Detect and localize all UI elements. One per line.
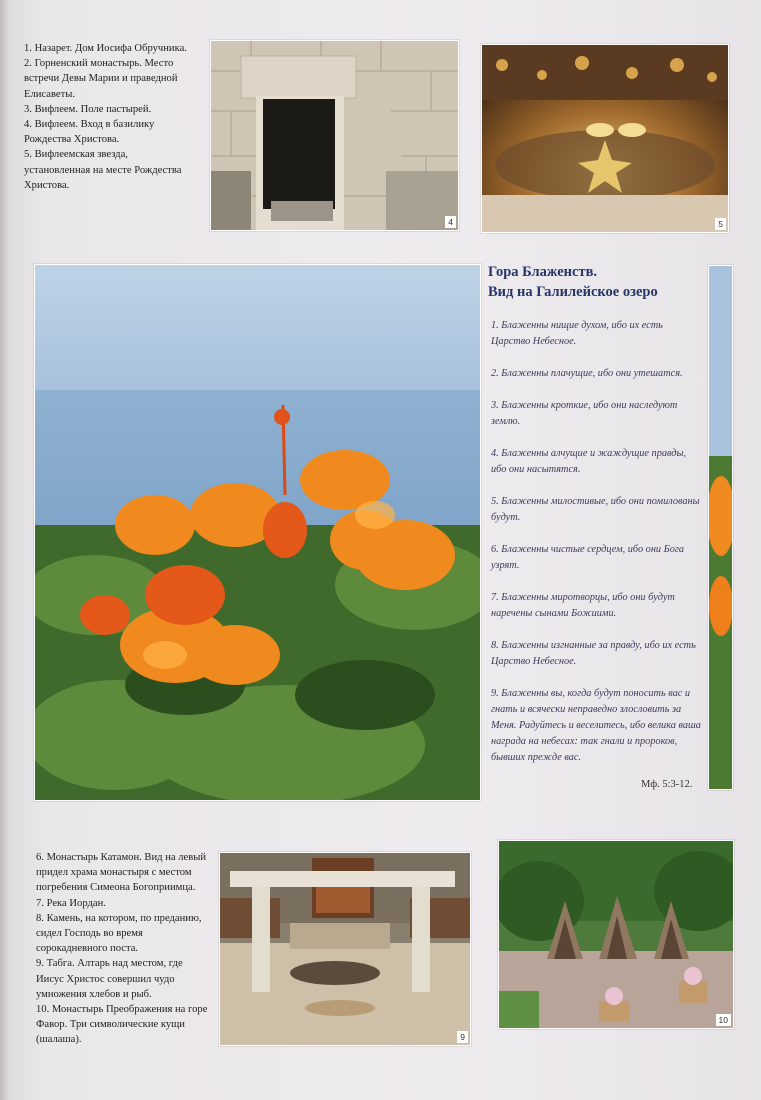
photo-number: 10 [716, 1014, 731, 1026]
photo-number: 5 [715, 218, 726, 230]
page-fold-shadow [0, 0, 10, 1100]
beatitude: 3. Блаженны кроткие, ибо они наследуют землю. [491, 400, 678, 427]
beatitude: 8. Блаженны изгнанные за правду, ибо их есть Царство Небесное. [491, 640, 696, 667]
beatitudes-text [491, 318, 703, 782]
photo-hibiscus-galilee [34, 264, 481, 801]
beatitude: 7. Блаженны миротворцы, ибо они будут наречены сынами Божиими. [491, 592, 675, 619]
caption-item: 1. Назарет. Дом Иосифа Обручника. [24, 43, 187, 54]
captions-bottom [36, 850, 211, 1048]
caption-item: 2. Горненский монастырь. Место встречи Девы Марии и праведной Елисаветы. [24, 58, 178, 100]
caption-item: 4. Вифлеем. Вход в базилику Рождества Христова. [24, 119, 155, 146]
photo-tabgha-altar [219, 852, 471, 1046]
caption-item: 7. Река Иордан. [36, 897, 106, 909]
photo-basilica-entrance [210, 40, 459, 231]
photo-number: 4 [445, 216, 456, 228]
caption-item: 8. Камень, на котором, по преданию, сидел Господь во время сорокадневного поста. [36, 912, 202, 955]
section-title-line: Гора Блаженств. [488, 264, 598, 280]
photo-edge-sliver [708, 265, 733, 790]
beatitude: 9. Блаженны вы, когда будут поносить вас и гнать и всячески неправедно злословить за Меня. Радуйтесь и веселитесь, ибо велика ваша награда на небесах: так гнали и пророков, бывших прежде вас. [491, 688, 701, 763]
beatitude: 4. Блаженны алчущие и жаждущие правды, ибо они насытятся. [491, 448, 687, 475]
caption-item: 5. Вифлеемская звезда, установленная на месте Рождества Христова. [24, 149, 182, 191]
caption-item: 6. Монастырь Катамон. Вид на левый придел храма монастыря с местом погребения Симеона Богоприимца. [36, 852, 206, 894]
scripture-reference: Мф. 5:3-12. [641, 779, 693, 790]
beatitude: 6. Блаженны чистые сердцем, ибо они Бога узрят. [491, 544, 685, 571]
section-title [488, 262, 703, 302]
photo-bethlehem-star [481, 44, 729, 233]
beatitude: 1. Блаженны нищие духом, ибо их есть Царство Небесное. [491, 320, 663, 347]
section-title-line: Вид на Галилейское озеро [488, 284, 658, 300]
beatitude: 2. Блаженны плачущие, ибо они утешатся. [491, 368, 683, 379]
caption-item: 10. Монастырь Преображения на горе Фавор. Три символические кущи (шалаша). [36, 1004, 208, 1046]
caption-item: 3. Вифлеем. Поле пастырей. [24, 103, 152, 115]
photo-number: 9 [457, 1031, 468, 1043]
photo-tabor-monastery [498, 840, 734, 1029]
captions-top [24, 41, 196, 193]
beatitude: 5. Блаженны милостивые, ибо они помилованы будут. [491, 496, 700, 523]
caption-item: 9. Табга. Алтарь над местом, где Иисус Христос совершил чудо умножения хлебов и рыб. [36, 958, 183, 1000]
